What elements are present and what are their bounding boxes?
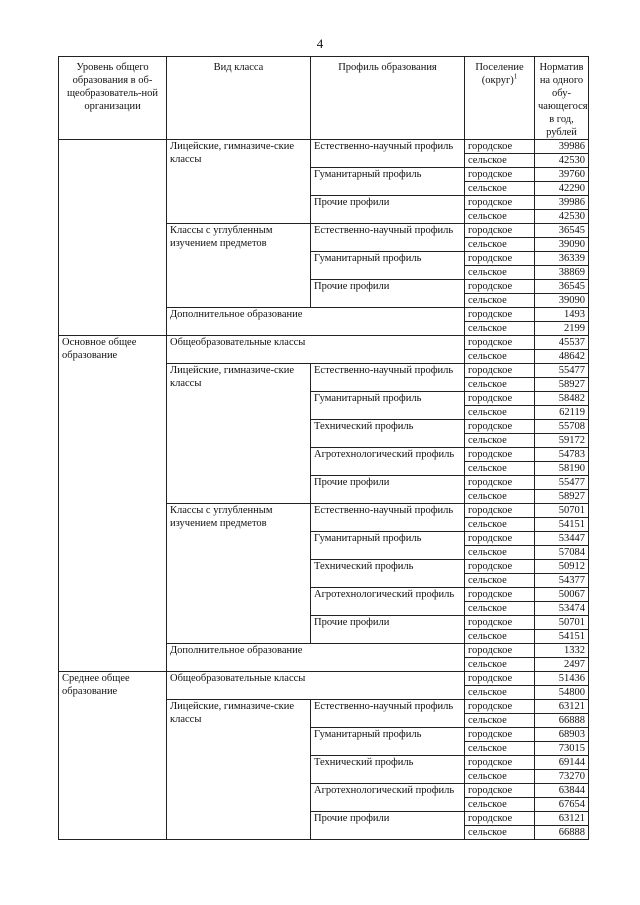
settlement-cell: сельское: [465, 154, 535, 168]
footnote-marker: 1: [513, 72, 518, 81]
settlement-cell: городское: [465, 784, 535, 798]
settlement-cell: городское: [465, 644, 535, 658]
settlement-cell: городское: [465, 812, 535, 826]
class-type-cell: Общеобразовательные классы: [167, 336, 465, 364]
norm-value-cell: 58190: [535, 462, 589, 476]
header-settlement-label: Поселение (округ): [475, 62, 524, 86]
norm-value-cell: 36545: [535, 224, 589, 238]
settlement-cell: сельское: [465, 238, 535, 252]
header-profile: Профиль образования: [311, 57, 465, 140]
norm-value-cell: 55477: [535, 364, 589, 378]
settlement-cell: сельское: [465, 406, 535, 420]
class-type-cell: Общеобразовательные классы: [167, 672, 465, 700]
profile-cell: Прочие профили: [311, 196, 465, 224]
norm-value-cell: 53447: [535, 532, 589, 546]
settlement-cell: городское: [465, 700, 535, 714]
norm-value-cell: 1493: [535, 308, 589, 322]
settlement-cell: городское: [465, 756, 535, 770]
norm-value-cell: 73015: [535, 742, 589, 756]
profile-cell: Естественно-научный профиль: [311, 504, 465, 532]
profile-cell: Прочие профили: [311, 812, 465, 840]
norm-value-cell: 63121: [535, 812, 589, 826]
norm-value-cell: 50701: [535, 616, 589, 630]
table-row: [59, 336, 589, 350]
table-row: [59, 672, 589, 686]
education-level-cell: Основное общее образование: [59, 336, 167, 672]
settlement-cell: сельское: [465, 210, 535, 224]
settlement-cell: городское: [465, 196, 535, 210]
profile-cell: Естественно-научный профиль: [311, 224, 465, 252]
norm-value-cell: 2497: [535, 658, 589, 672]
header-settlement: [465, 57, 535, 140]
norm-value-cell: 63121: [535, 700, 589, 714]
norm-value-cell: 67654: [535, 798, 589, 812]
profile-cell: Естественно-научный профиль: [311, 140, 465, 168]
norm-value-cell: 42530: [535, 154, 589, 168]
education-level-cell: Среднее общее образование: [59, 672, 167, 840]
settlement-cell: сельское: [465, 770, 535, 784]
norm-value-cell: 62119: [535, 406, 589, 420]
norm-value-cell: 54377: [535, 574, 589, 588]
settlement-cell: городское: [465, 280, 535, 294]
settlement-cell: городское: [465, 168, 535, 182]
settlement-cell: сельское: [465, 658, 535, 672]
profile-cell: Технический профиль: [311, 420, 465, 448]
settlement-cell: городское: [465, 308, 535, 322]
norm-value-cell: 66888: [535, 714, 589, 728]
profile-cell: Технический профиль: [311, 560, 465, 588]
norm-value-cell: 36339: [535, 252, 589, 266]
norm-value-cell: 58482: [535, 392, 589, 406]
header-norm: Норматив на одного обу-чающегося в год, рублей: [535, 57, 589, 140]
settlement-cell: городское: [465, 252, 535, 266]
page-number: 4: [316, 36, 324, 51]
norm-value-cell: 66888: [535, 826, 589, 840]
norm-value-cell: 42530: [535, 210, 589, 224]
profile-cell: Гуманитарный профиль: [311, 532, 465, 560]
settlement-cell: городское: [465, 336, 535, 350]
settlement-cell: сельское: [465, 490, 535, 504]
profile-cell: Агротехнологический профиль: [311, 784, 465, 812]
settlement-cell: городское: [465, 504, 535, 518]
profile-cell: Гуманитарный профиль: [311, 728, 465, 756]
settlement-cell: городское: [465, 476, 535, 490]
settlement-cell: сельское: [465, 518, 535, 532]
settlement-cell: городское: [465, 532, 535, 546]
settlement-cell: городское: [465, 672, 535, 686]
profile-cell: Гуманитарный профиль: [311, 392, 465, 420]
norm-value-cell: 39090: [535, 238, 589, 252]
settlement-cell: сельское: [465, 714, 535, 728]
settlement-cell: сельское: [465, 574, 535, 588]
norm-value-cell: 73270: [535, 770, 589, 784]
norm-value-cell: 53474: [535, 602, 589, 616]
norm-value-cell: 55477: [535, 476, 589, 490]
norm-value-cell: 42290: [535, 182, 589, 196]
profile-cell: Технический профиль: [311, 756, 465, 784]
profile-cell: Естественно-научный профиль: [311, 700, 465, 728]
class-type-cell: Классы с углубленным изучением предметов: [167, 224, 311, 308]
norm-value-cell: 58927: [535, 378, 589, 392]
settlement-cell: сельское: [465, 826, 535, 840]
header-level: Уровень общего образования в об-щеобразователь-ной организации: [59, 57, 167, 140]
norm-value-cell: 39986: [535, 196, 589, 210]
settlement-cell: сельское: [465, 630, 535, 644]
settlement-cell: сельское: [465, 266, 535, 280]
settlement-cell: городское: [465, 224, 535, 238]
class-type-cell: Классы с углубленным изучением предметов: [167, 504, 311, 644]
settlement-cell: сельское: [465, 742, 535, 756]
settlement-cell: сельское: [465, 602, 535, 616]
profile-cell: Естественно-научный профиль: [311, 364, 465, 392]
header-row: [59, 57, 589, 140]
settlement-cell: городское: [465, 560, 535, 574]
norm-value-cell: 68903: [535, 728, 589, 742]
profile-cell: Прочие профили: [311, 616, 465, 644]
norm-value-cell: 63844: [535, 784, 589, 798]
norm-table: [58, 56, 589, 840]
settlement-cell: сельское: [465, 350, 535, 364]
settlement-cell: сельское: [465, 798, 535, 812]
profile-cell: Гуманитарный профиль: [311, 168, 465, 196]
profile-cell: Прочие профили: [311, 280, 465, 308]
norm-value-cell: 69144: [535, 756, 589, 770]
settlement-cell: городское: [465, 588, 535, 602]
norm-value-cell: 58927: [535, 490, 589, 504]
norm-value-cell: 39986: [535, 140, 589, 154]
header-class-type: Вид класса: [167, 57, 311, 140]
norm-value-cell: 1332: [535, 644, 589, 658]
profile-cell: Прочие профили: [311, 476, 465, 504]
norm-value-cell: 36545: [535, 280, 589, 294]
profile-cell: Агротехнологический профиль: [311, 448, 465, 476]
settlement-cell: городское: [465, 616, 535, 630]
norm-value-cell: 39760: [535, 168, 589, 182]
settlement-cell: городское: [465, 140, 535, 154]
norm-value-cell: 38869: [535, 266, 589, 280]
norm-value-cell: 50701: [535, 504, 589, 518]
class-type-cell: Лицейские, гимназиче-ские классы: [167, 700, 311, 840]
norm-value-cell: 54800: [535, 686, 589, 700]
class-type-cell: Дополнительное образование: [167, 308, 465, 336]
norm-value-cell: 2199: [535, 322, 589, 336]
settlement-cell: сельское: [465, 546, 535, 560]
norm-value-cell: 50067: [535, 588, 589, 602]
education-level-cell: [59, 140, 167, 336]
settlement-cell: городское: [465, 420, 535, 434]
settlement-cell: городское: [465, 728, 535, 742]
norm-value-cell: 51436: [535, 672, 589, 686]
settlement-cell: сельское: [465, 378, 535, 392]
table-row: [59, 140, 589, 154]
class-type-cell: Лицейские, гимназиче-ские классы: [167, 140, 311, 224]
norm-value-cell: 45537: [535, 336, 589, 350]
settlement-cell: городское: [465, 392, 535, 406]
norm-value-cell: 48642: [535, 350, 589, 364]
profile-cell: Агротехнологический профиль: [311, 588, 465, 616]
settlement-cell: сельское: [465, 182, 535, 196]
class-type-cell: Лицейские, гимназиче-ские классы: [167, 364, 311, 504]
settlement-cell: сельское: [465, 294, 535, 308]
norm-value-cell: 54783: [535, 448, 589, 462]
norm-value-cell: 39090: [535, 294, 589, 308]
norm-value-cell: 54151: [535, 518, 589, 532]
profile-cell: Гуманитарный профиль: [311, 252, 465, 280]
class-type-cell: Дополнительное образование: [167, 644, 465, 672]
norm-value-cell: 59172: [535, 434, 589, 448]
settlement-cell: сельское: [465, 686, 535, 700]
norm-value-cell: 55708: [535, 420, 589, 434]
norm-value-cell: 57084: [535, 546, 589, 560]
settlement-cell: сельское: [465, 462, 535, 476]
settlement-cell: городское: [465, 364, 535, 378]
norm-value-cell: 50912: [535, 560, 589, 574]
settlement-cell: сельское: [465, 322, 535, 336]
norm-value-cell: 54151: [535, 630, 589, 644]
settlement-cell: городское: [465, 448, 535, 462]
settlement-cell: сельское: [465, 434, 535, 448]
